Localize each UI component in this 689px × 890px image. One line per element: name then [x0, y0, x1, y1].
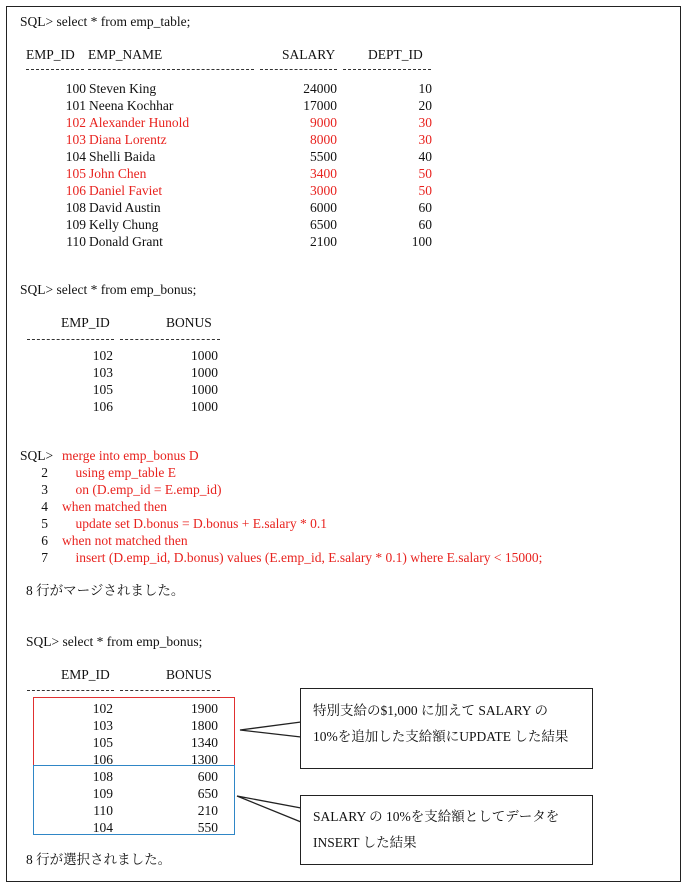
- merge-line: on (D.emp_id = E.emp_id): [62, 482, 222, 497]
- cell-dept-id: 30: [418, 132, 432, 147]
- cell-emp-id: 103: [92, 718, 113, 733]
- cell-dept-id: 10: [418, 81, 432, 96]
- cell-salary: 6000: [310, 200, 337, 215]
- cell-emp-id: 106: [65, 183, 86, 198]
- cell-emp-id: 106: [92, 752, 113, 767]
- cell-emp-id: 101: [65, 98, 86, 113]
- cell-emp-id: 105: [65, 166, 86, 181]
- cell-dept-id: 30: [418, 115, 432, 130]
- cell-emp-id: 104: [92, 820, 113, 835]
- cell-bonus: 210: [197, 803, 218, 818]
- cell-salary: 6500: [310, 217, 337, 232]
- insert-callout-line: SALARY の 10%を支給額としてデータを: [313, 809, 560, 824]
- line-number: 6: [41, 533, 48, 548]
- cell-emp-id: 102: [92, 348, 113, 363]
- cell-emp-id: 109: [65, 217, 86, 232]
- cell-emp-name: Alexander Hunold: [89, 115, 190, 130]
- cell-emp-id: 108: [65, 200, 86, 215]
- cell-emp-id: 100: [65, 81, 86, 96]
- cell-bonus: 1300: [191, 752, 218, 767]
- cell-emp-id: 103: [92, 365, 113, 380]
- cell-emp-name: Diana Lorentz: [89, 132, 167, 147]
- col-header-emp-id: EMP_ID: [26, 47, 75, 62]
- col-header-salary: SALARY: [282, 47, 336, 62]
- cell-dept-id: 50: [418, 183, 432, 198]
- line-number: 4: [41, 499, 48, 514]
- cell-bonus: 1340: [191, 735, 218, 750]
- update-callout-line: 10%を追加した支給額にUPDATE した結果: [313, 729, 569, 744]
- insert-callout: [300, 795, 593, 865]
- cell-emp-id: 110: [93, 803, 113, 818]
- insert-callout-pointer: [237, 796, 301, 822]
- line-number: 3: [41, 482, 48, 497]
- cell-salary: 24000: [303, 81, 337, 96]
- cell-emp-name: John Chen: [89, 166, 147, 181]
- cell-bonus: 1000: [191, 382, 218, 397]
- cell-dept-id: 60: [418, 200, 432, 215]
- cell-emp-name: Shelli Baida: [89, 149, 156, 164]
- cell-salary: 3400: [310, 166, 337, 181]
- cell-salary: 3000: [310, 183, 337, 198]
- cell-dept-id: 50: [418, 166, 432, 181]
- cell-dept-id: 20: [418, 98, 432, 113]
- cell-dept-id: 40: [418, 149, 432, 164]
- cell-emp-name: Kelly Chung: [89, 217, 159, 232]
- merge-line: when matched then: [62, 499, 167, 514]
- insert-callout-line: INSERT した結果: [313, 835, 417, 850]
- cell-bonus: 1000: [191, 348, 218, 363]
- cell-salary: 9000: [310, 115, 337, 130]
- line-number: 7: [41, 550, 48, 565]
- cell-salary: 17000: [303, 98, 337, 113]
- cell-emp-name: Neena Kochhar: [89, 98, 174, 113]
- cell-emp-id: 103: [65, 132, 86, 147]
- cell-dept-id: 100: [411, 234, 432, 249]
- cell-emp-name: David Austin: [89, 200, 161, 215]
- update-callout-pointer: [240, 722, 301, 737]
- cell-emp-name: Steven King: [89, 81, 157, 96]
- cell-emp-id: 110: [66, 234, 86, 249]
- merge-line: when not matched then: [62, 533, 188, 548]
- update-callout: [300, 688, 593, 769]
- update-callout-line: 特別支給の$1,000 に加えて SALARY の: [313, 703, 549, 718]
- cell-bonus: 1800: [191, 718, 218, 733]
- merge-line: using emp_table E: [62, 465, 176, 480]
- line-number: 2: [41, 465, 48, 480]
- cell-salary: 2100: [310, 234, 337, 249]
- merge-line: merge into emp_bonus D: [62, 448, 199, 463]
- merge-line: insert (D.emp_id, D.bonus) values (E.emp_id, E.salary * 0.1) where E.salary < 15000;: [62, 550, 543, 565]
- col-header-emp-name: EMP_NAME: [88, 47, 163, 62]
- select-result: 8 行が選択されました。: [26, 852, 172, 867]
- cell-emp-id: 104: [65, 149, 86, 164]
- cell-salary: 8000: [310, 132, 337, 147]
- merge-prompt: SQL>: [20, 448, 57, 463]
- cell-salary: 5500: [310, 149, 337, 164]
- cell-emp-id: 102: [65, 115, 86, 130]
- cell-emp-id: 109: [92, 786, 113, 801]
- col-header-bonus: BONUS: [166, 667, 212, 682]
- cell-emp-id: 108: [92, 769, 113, 784]
- line-number: 5: [41, 516, 48, 531]
- cell-emp-name: Donald Grant: [89, 234, 163, 249]
- col-header-bonus: BONUS: [166, 315, 212, 330]
- cell-emp-id: 106: [92, 399, 113, 414]
- query1-prompt: SQL> select * from emp_table;: [20, 14, 191, 29]
- cell-dept-id: 60: [418, 217, 432, 232]
- cell-bonus: 550: [197, 820, 218, 835]
- query2-prompt: SQL> select * from emp_bonus;: [20, 282, 197, 297]
- cell-bonus: 650: [197, 786, 218, 801]
- col-header-dept-id: DEPT_ID: [368, 47, 423, 62]
- cell-emp-id: 102: [92, 701, 113, 716]
- cell-emp-name: Daniel Faviet: [89, 183, 163, 198]
- cell-emp-id: 105: [92, 735, 113, 750]
- cell-bonus: 1000: [191, 365, 218, 380]
- col-header-emp-id: EMP_ID: [61, 667, 110, 682]
- cell-bonus: 1000: [191, 399, 218, 414]
- cell-emp-id: 105: [92, 382, 113, 397]
- merge-line: update set D.bonus = D.bonus + E.salary * 0.1: [62, 516, 327, 531]
- cell-bonus: 600: [197, 769, 218, 784]
- merge-result: 8 行がマージされました。: [26, 583, 185, 598]
- cell-bonus: 1900: [191, 701, 218, 716]
- query3-prompt: SQL> select * from emp_bonus;: [26, 634, 203, 649]
- col-header-emp-id: EMP_ID: [61, 315, 110, 330]
